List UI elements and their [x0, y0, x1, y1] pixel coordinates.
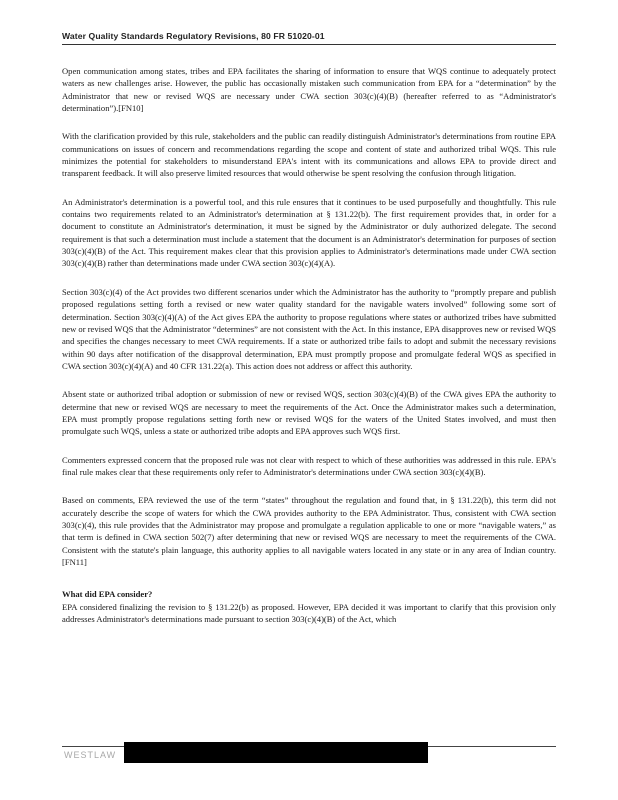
- footer-brand-logo: WESTLAW: [64, 750, 117, 760]
- paragraph: An Administrator's determination is a powerful tool, and this rule ensures that it continues to be used purposefully and thoughtfully. This rule contains two requirements related to an Administrator's determination at § 131.22(b). The first requirement provides that, in order for a document to constitute an Administrator's determination, it must be signed by the Administrator or duly authorized delegate. The second requirement is that such a determination must include a statement that the document is an Administrator's determination for purposes of section 303(c)(4)(B) of the Act. This requirement makes clear that this provision applies to Administrator's determinations made under CWA section 303(c)(4)(B) rather than determinations made under CWA section 303(c)(4)(A).: [62, 196, 556, 269]
- section-heading: What did EPA consider?: [62, 589, 153, 600]
- document-body: [62, 65, 556, 641]
- paragraph: Open communication among states, tribes and EPA facilitates the sharing of information to ensure that WQS continue to adequately protect waters as new challenges arise. However, the public has occasionally mistaken such communication from EPA for a “determination” by the Administrator that new or revised WQS are necessary under CWA section 303(c)(4)(B) (hereafter referred to as “Administrator's determination”).[FN10]: [62, 66, 556, 114]
- paragraph: With the clarification provided by this rule, stakeholders and the public can readily distinguish Administrator's determinations from routine EPA communications on issues of concern and recommendations regarding the scope and content of state and authorized tribal WQS. This rule minimizes the potential for stakeholders to misunderstand EPA's intent with its communications and allows EPA to provide direct and transparent feedback. It will also preserve limited resources that would otherwise be spent resolving the confusion through litigation.: [62, 131, 556, 179]
- redaction-bar: [124, 742, 428, 763]
- paragraph: EPA considered finalizing the revision to § 131.22(b) as proposed. However, EPA decided it was important to clarify that this provision only addresses Administrator's determinations made pursuant to section 303(c)(4)(B) of the Act, which: [62, 601, 556, 625]
- paragraph: Absent state or authorized tribal adoption or submission of new or revised WQS, section 303(c)(4)(B) of the CWA gives EPA the authority to determine that new or revised WQS are necessary to meet the requirements of the Act. Once the Administrator makes such a determination, EPA must promptly propose regulations setting forth new or revised WQS for the waters of the United States involved, and must then promulgate such WQS, unless a state or authorized tribe adopts and EPA approves such WQS first.: [62, 389, 556, 437]
- header-divider: [62, 44, 556, 45]
- paragraph: Commenters expressed concern that the proposed rule was not clear with respect to which of these authorities was addressed in this rule. EPA's final rule makes clear that these requirements only refer to Administrator's determinations under CWA section 303(c)(4)(B).: [62, 454, 556, 477]
- paragraph: Section 303(c)(4) of the Act provides two different scenarios under which the Administrator has the authority to “promptly prepare and publish proposed regulations setting forth a revised or new water quality standard for the navigable waters involved” following some sort of determination. Section 303(c)(4)(A) of the Act gives EPA the authority to propose regulations where states or authorized tribes have submitted new or revised WQS that the Administrator “determines” are not consistent with the Act. In this instance, EPA disapproves new or revised WQS and specifies the changes necessary to meet CWA requirements. If a state or authorized tribe fails to adopt and submit the necessary revisions within 90 days after notification of the disapproval determination, EPA must promptly propose and promulgate federal WQS as specified in CWA section 303(c)(4)(A) and 40 CFR 131.22(a). This action does not address or affect this authority.: [62, 286, 556, 371]
- page-header-title: Water Quality Standards Regulatory Revisions, 80 FR 51020-01: [62, 31, 325, 41]
- paragraph: Based on comments, EPA reviewed the use of the term “states” throughout the regulation and found that, in § 131.22(b), this term did not accurately describe the scope of waters for which the CWA provides authority to the EPA Administrator. Thus, consistent with CWA section 303(c)(4), this rule provides that the Administrator may propose and promulgate a regulation applicable to one or more “navigable waters,” as that term is defined in CWA section 502(7) after determining that new or revised WQS are necessary to meet the requirements of the CWA. Consistent with the statute's plain language, this authority applies to all navigable waters located in any state or in any area of Indian country.[FN11]: [62, 495, 556, 567]
